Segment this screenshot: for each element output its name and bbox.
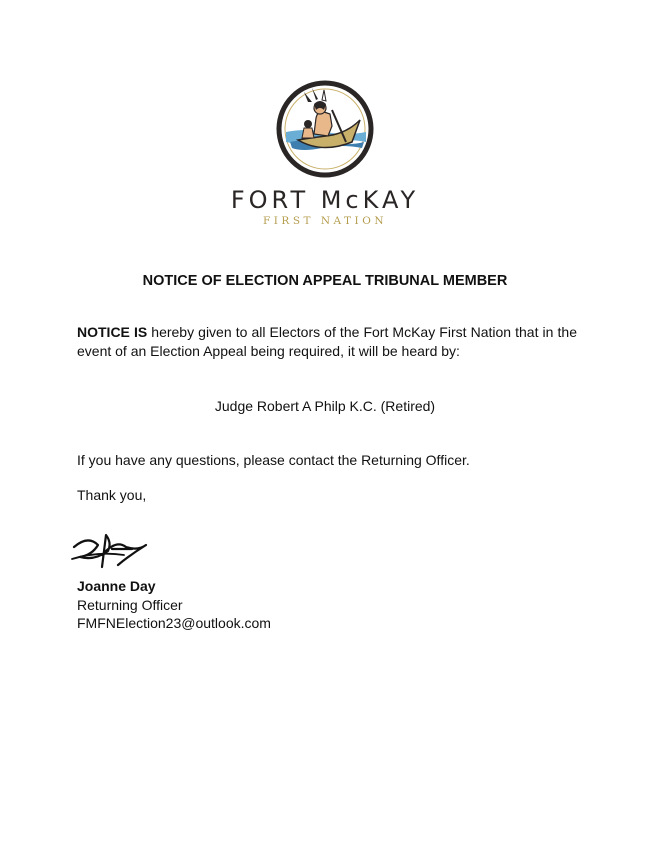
notice-title: NOTICE OF ELECTION APPEAL TRIBUNAL MEMBER [142,273,508,289]
signer-email: FMFNElection23@outlook.com [77,615,271,631]
signer-role: Returning Officer [77,597,183,613]
handwritten-signature-icon [68,525,150,575]
signer-name: Joanne Day [77,578,156,594]
contact-instruction: If you have any questions, please contact the Returning Officer. [77,452,470,468]
notice-lead-text: hereby given to all Electors of the Fort McKay First Nation that in the event of an Election Appeal being required, it will be heard by: [77,324,577,359]
appointee-name: Judge Robert A Philp K.C. (Retired) [214,398,436,414]
closing-line: Thank you, [77,487,147,503]
org-name: FORT McKAY [230,186,420,214]
notice-lead-bold: NOTICE IS [77,324,148,340]
canoe-paddler-emblem-icon [276,80,374,178]
org-subtitle: FIRST NATION [262,215,388,227]
notice-paragraph [77,323,577,361]
